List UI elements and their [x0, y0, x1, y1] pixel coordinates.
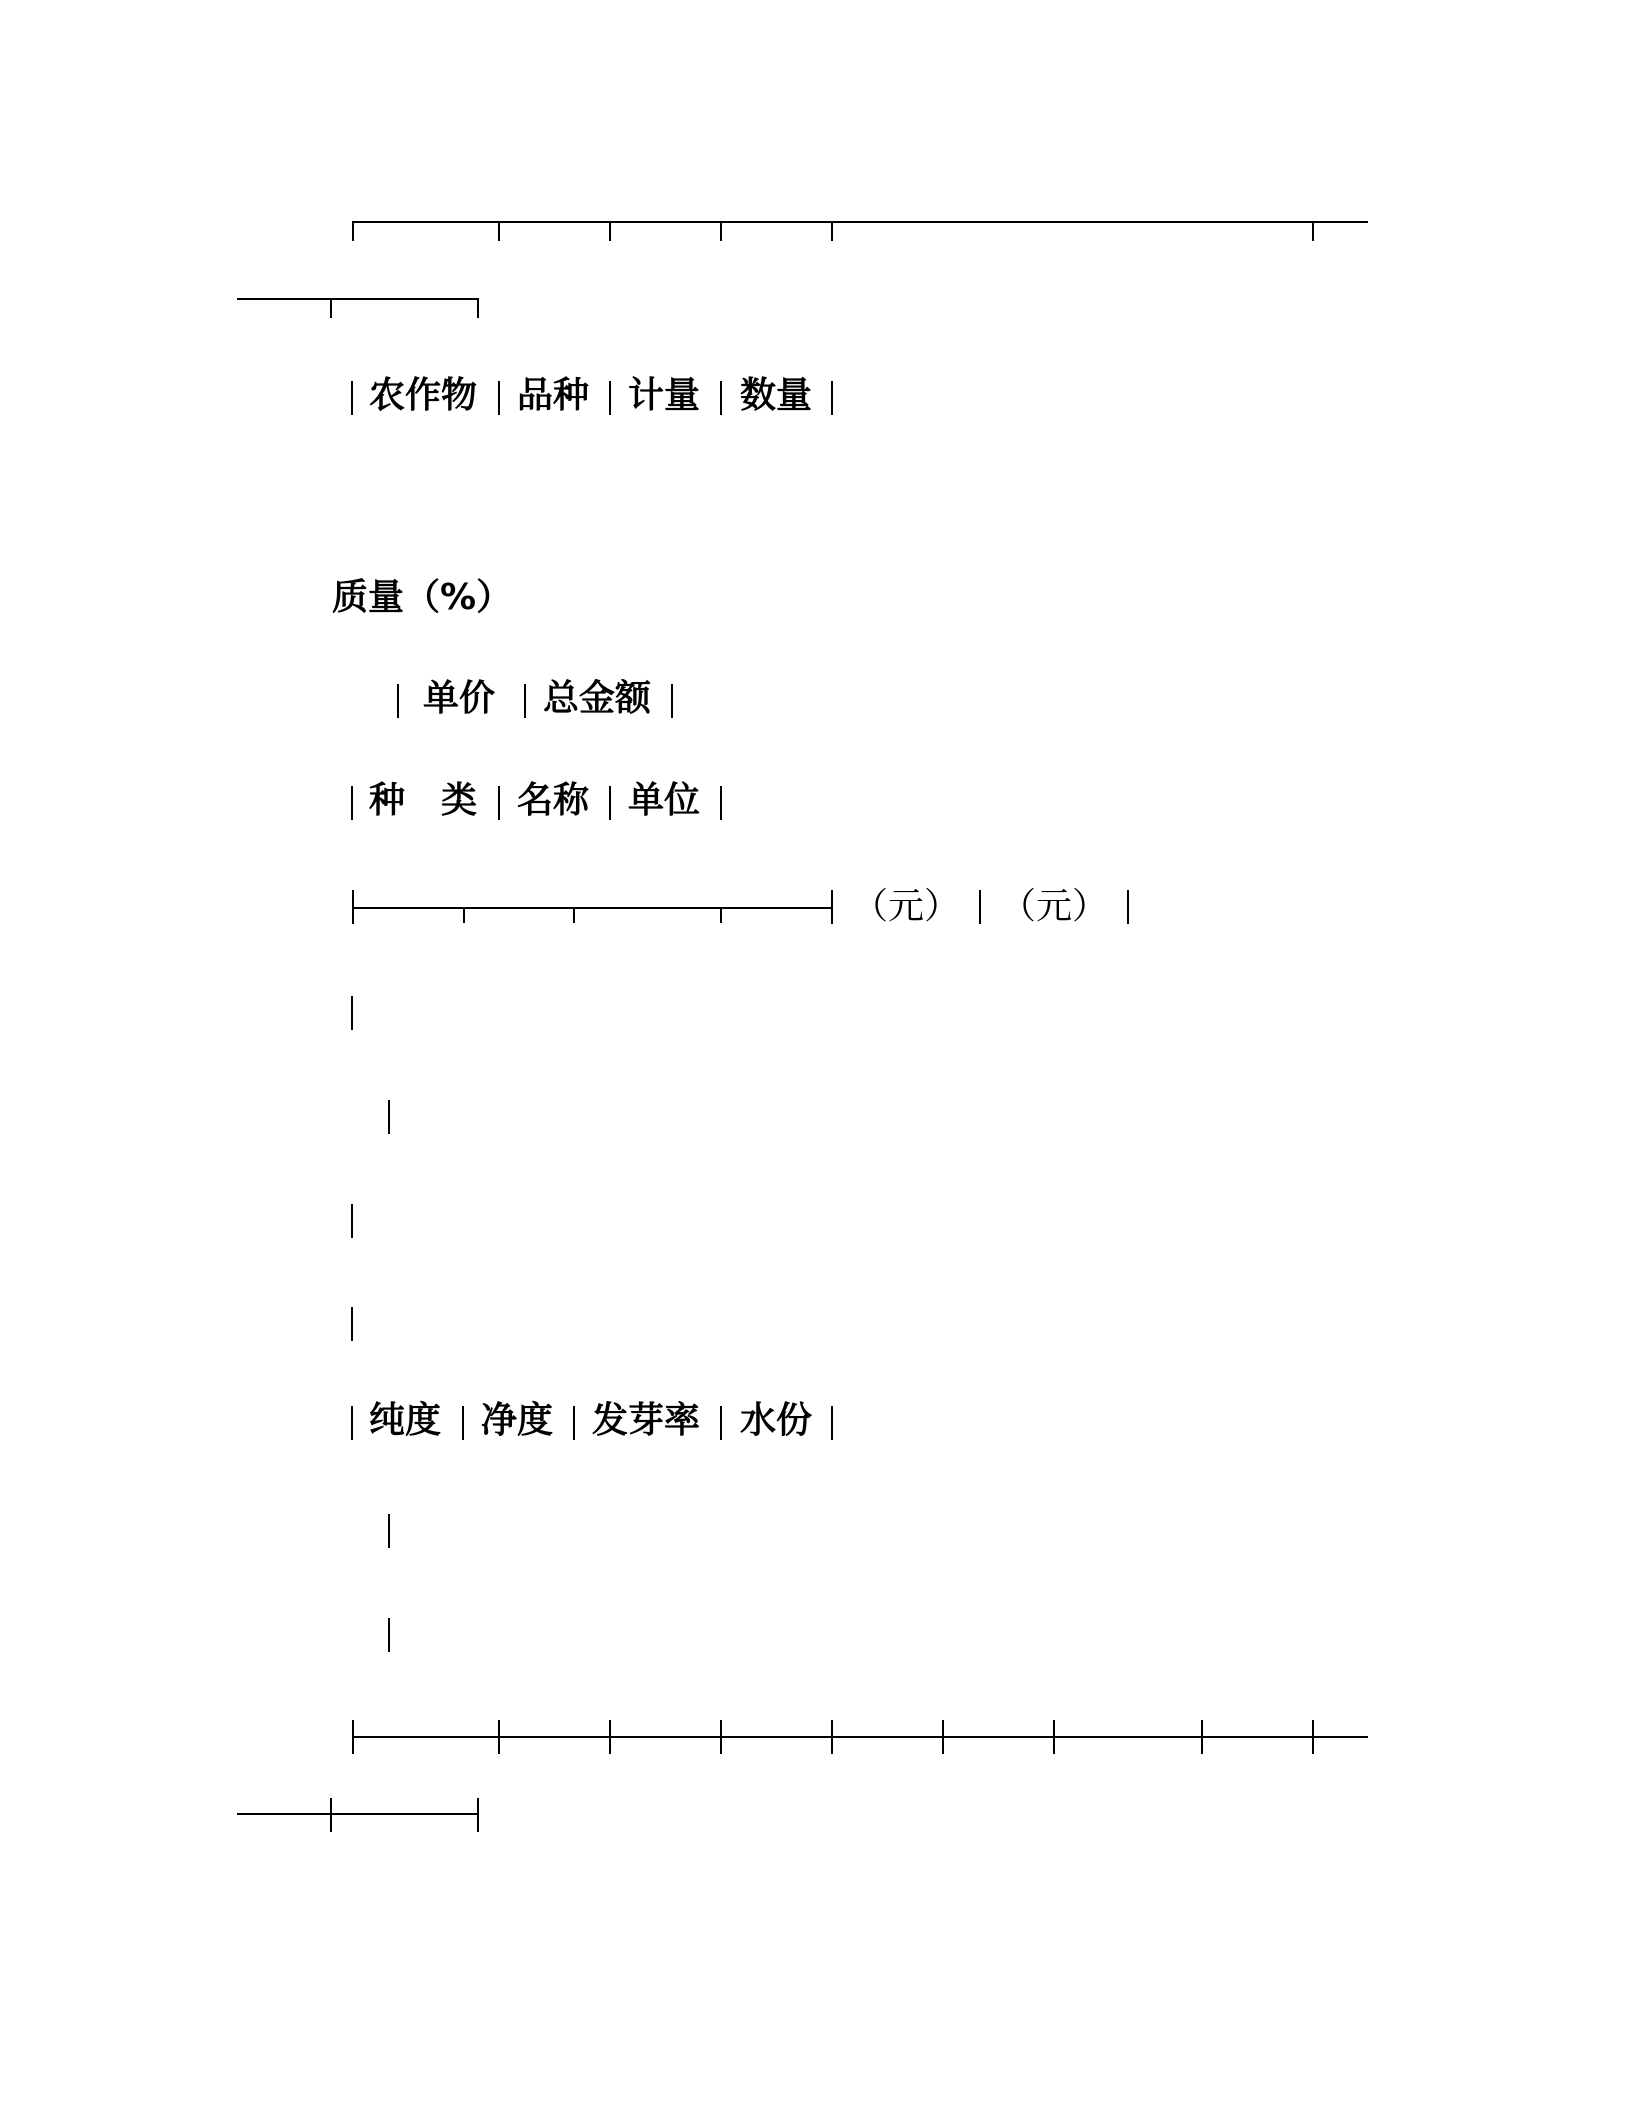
row-divider-bar — [351, 1204, 353, 1238]
row-divider-bar — [351, 1307, 353, 1341]
germination-label: 发芽率 — [592, 1400, 701, 1441]
total-amount-label: 总金额 — [543, 678, 652, 719]
total-currency: （元） — [1000, 886, 1109, 927]
header-amount: 数量 — [740, 375, 813, 416]
unit-price-currency: （元） — [852, 886, 961, 927]
purity-label: 纯度 — [369, 1400, 442, 1441]
moisture-label: 水份 — [740, 1400, 813, 1441]
header-measure: 计量 — [628, 375, 701, 416]
cleanliness-label: 净度 — [481, 1400, 554, 1441]
name-label: 名称 — [517, 780, 590, 821]
row-divider-bar — [388, 1618, 390, 1652]
unit-price-label: 单价 — [423, 678, 496, 719]
quality-label: 质量（%） — [332, 577, 513, 618]
header-variety: 品种 — [517, 375, 590, 416]
row-divider-bar — [388, 1514, 390, 1548]
unit-label: 单位 — [628, 780, 701, 821]
row-divider-bar — [351, 996, 353, 1030]
row-divider-bar — [388, 1100, 390, 1134]
header-crop: 农作物 — [369, 375, 478, 416]
kind-label: 种 类 — [369, 780, 478, 821]
